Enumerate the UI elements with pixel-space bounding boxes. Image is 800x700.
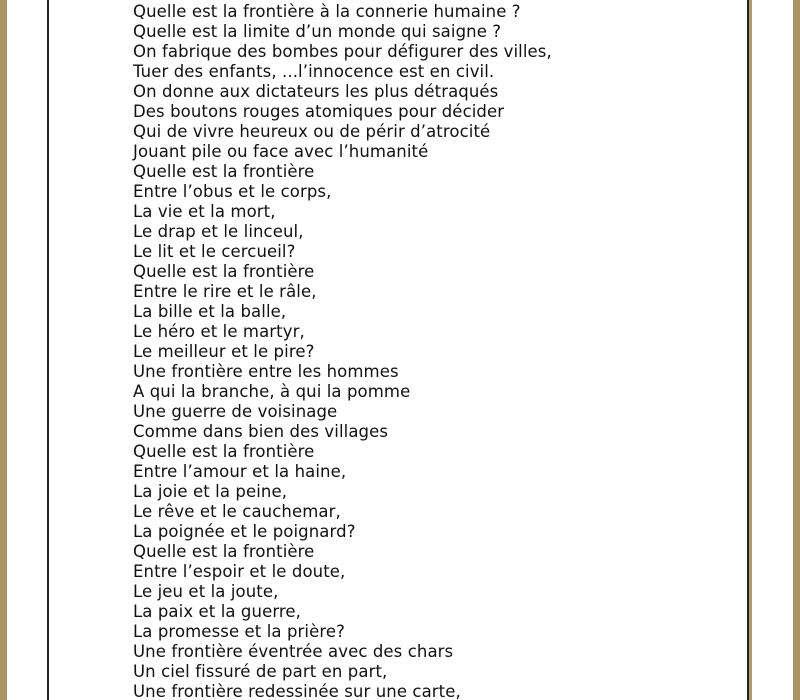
poem-line: Des boutons rouges atomiques pour décider [133,102,505,121]
poem-line: Une guerre de voisinage [133,402,338,421]
right-gold-border [793,0,800,700]
poem-line: Tuer des enfants, ...l’innocence est en civil. [133,62,495,81]
poem-line: Entre l’espoir et le doute, [133,562,346,581]
poem-line: Le rêve et le cauchemar, [133,502,341,521]
poem-line: Entre l’amour et la haine, [133,462,347,481]
poem-line: La joie et la peine, [133,482,288,501]
poem-line: Quelle est la limite d’un monde qui saigne ? [133,22,502,41]
poem-line: Quelle est la frontière à la connerie humaine ? [133,2,521,21]
poem-line: Le lit et le cercueil? [133,242,296,261]
poem-line: On fabrique des bombes pour défigurer des villes, [133,42,552,61]
poem-text [133,2,552,700]
poem-line: Une frontière entre les hommes [133,362,399,381]
left-gold-border [0,0,7,700]
poem-line: La poignée et le poignard? [133,522,356,541]
poem-line: A qui la branche, à qui la pomme [133,382,411,401]
poem-line: La paix et la guerre, [133,602,302,621]
poem-line: La promesse et la prière? [133,622,345,641]
right-margin [752,0,800,700]
poem-line: Entre le rire et le râle, [133,282,317,301]
poem-line: La bille et la balle, [133,302,287,321]
poem-line: Quelle est la frontière [133,442,315,461]
poem-line: Qui de vivre heureux ou de périr d’atrocité [133,122,491,141]
poem-line: Le jeu et la joute, [133,582,279,601]
poem-line: Entre l’obus et le corps, [133,182,332,201]
poem-line: Quelle est la frontière [133,162,315,181]
poem-line: On donne aux dictateurs les plus détraqués [133,82,499,101]
poem-line: Jouant pile ou face avec l’humanité [133,142,429,161]
poem-line: Comme dans bien des villages [133,422,389,441]
poem-line: Une frontière éventrée avec des chars [133,642,454,661]
poem-line: Un ciel fissuré de part en part, [133,662,388,681]
poem-line: Le héro et le martyr, [133,322,305,341]
poem-line: Le meilleur et le pire? [133,342,315,361]
poem-line: La vie et la mort, [133,202,276,221]
poem-line: Une frontière redessinée sur une carte, [133,682,461,700]
left-margin [0,0,48,700]
poem-line: Quelle est la frontière [133,542,315,561]
poem-line: Quelle est la frontière [133,262,315,281]
poem-line: Le drap et le linceul, [133,222,304,241]
